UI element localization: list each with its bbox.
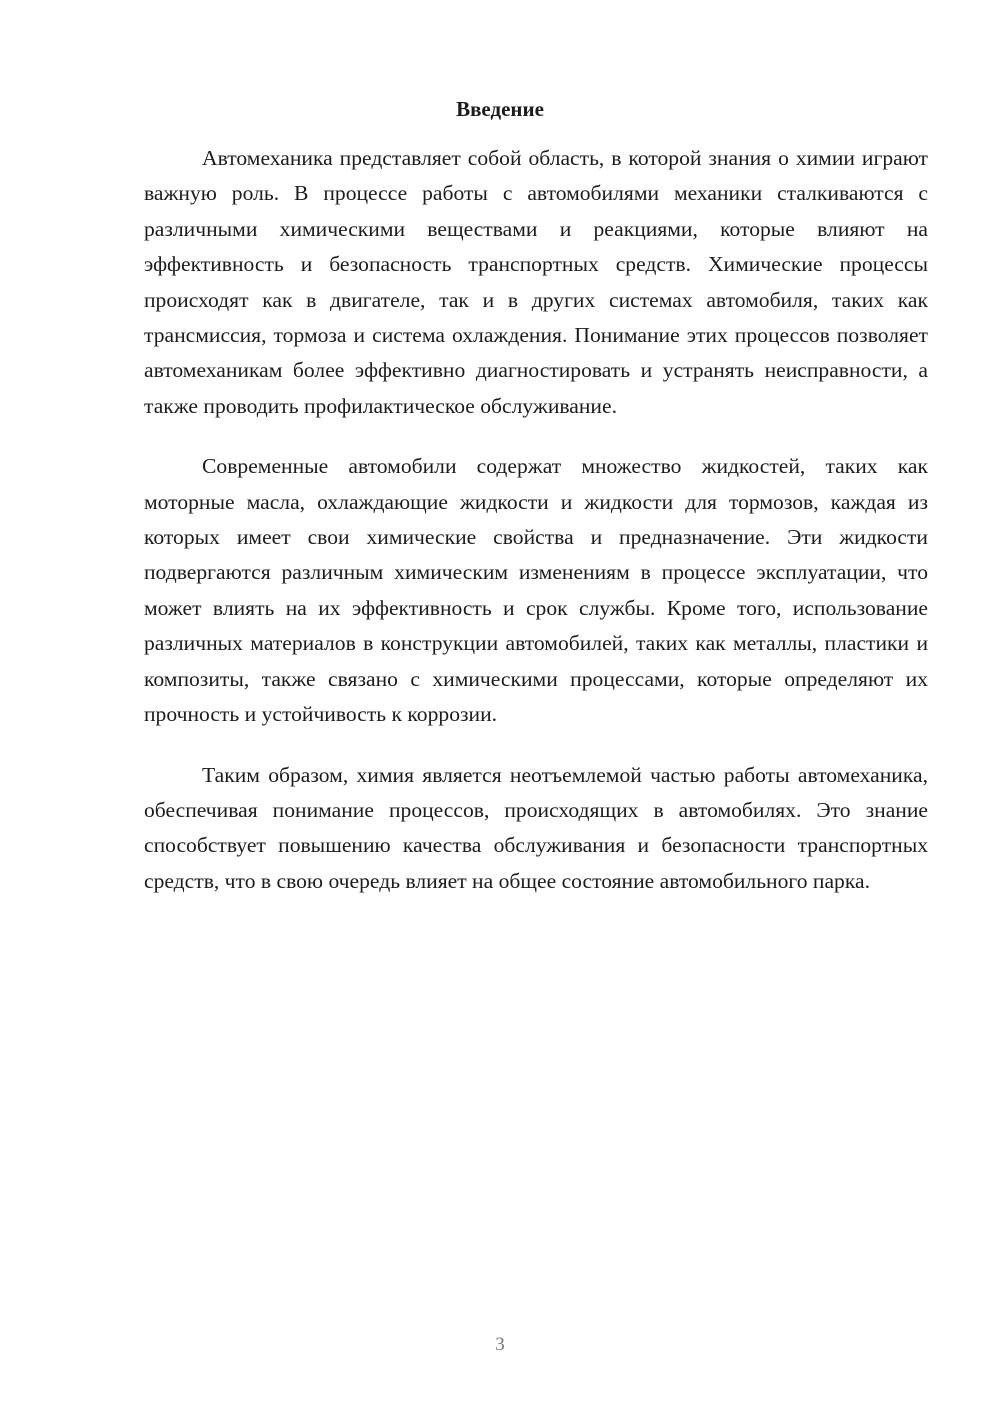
paragraph-3: Таким образом, химия является неотъемлемой частью работы автомеханика, обеспечивая понимание процессов, происходящих в автомобилях. Это знание способствует повышению качества обслуживания и безопасности транспортных средств, что в свою очередь влияет на общее состояние автомобильного парка. bbox=[144, 762, 928, 893]
page-number: 3 bbox=[495, 1334, 505, 1355]
section-heading: Введение bbox=[456, 97, 544, 121]
paragraph-2: Современные автомобили содержат множество жидкостей, таких как моторные масла, охлаждающие жидкости и жидкости для тормозов, каждая из которых имеет свои химические свойства и предназначение. Эти жидкости подвергаются различным химическим изменениям в процессе эксплуатации, что может влиять на их эффективность и срок службы. Кроме того, использование различных материалов в конструкции автомобилей, таких как металлы, пластики и композиты, также связано с химическими процессами, которые определяют их прочность и устойчивость к коррозии. bbox=[144, 454, 928, 727]
paragraph-1: Автомеханика представляет собой область, в которой знания о химии играют важную роль. В процессе работы с автомобилями механики сталкиваются с различными химическими веществами и реакциями, которые влияют на эффективность и безопасность транспортных средств. Химические процессы происходят как в двигателе, так и в других системах автомобиля, таких как трансмиссия, тормоза и система охлаждения. Понимание этих процессов позволяет автомеханикам более эффективно диагностировать и устранять неисправности, а также проводить профилактическое обслуживание. bbox=[144, 146, 928, 418]
body-text bbox=[144, 141, 928, 924]
